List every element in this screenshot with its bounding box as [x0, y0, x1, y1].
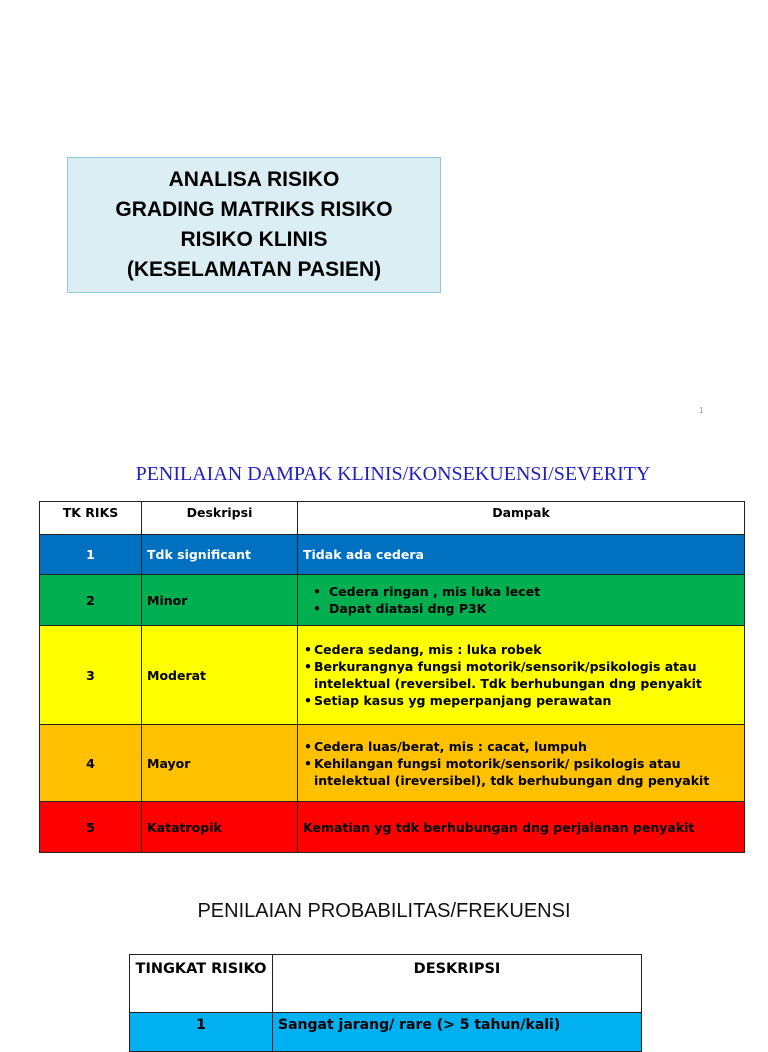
header-tingkat-risiko: TINGKAT RISIKO	[130, 955, 273, 1013]
severity-row-4	[40, 725, 745, 802]
title-box	[67, 157, 441, 293]
severity-level: 2	[40, 575, 142, 626]
impact-item: • Kehilangan fungsi motorik/sensorik/ psikologis atau intelektual (ireversibel), tdk berhubungan dng penyakit	[303, 755, 739, 789]
severity-table	[39, 501, 745, 853]
impact-item: • Cedera luas/berat, mis : cacat, lumpuh	[303, 738, 739, 755]
impact-item: • Setiap kasus yg meperpanjang perawatan	[303, 692, 739, 709]
impact-item: • Dapat diatasi dng P3K	[303, 600, 739, 617]
header-deskripsi: DESKRIPSI	[273, 955, 642, 1013]
severity-level: 3	[40, 626, 142, 725]
severity-row-3	[40, 626, 745, 725]
severity-row-1	[40, 535, 745, 575]
impact-item: • Cedera sedang, mis : luka robek	[303, 641, 739, 658]
title-line: RISIKO KLINIS	[180, 228, 328, 251]
severity-impact	[298, 626, 745, 725]
severity-desc: Mayor	[142, 725, 298, 802]
probability-table	[129, 954, 642, 1052]
severity-impact	[298, 575, 745, 626]
title-line: (KESELAMATAN PASIEN)	[126, 258, 382, 281]
probability-desc: Sangat jarang/ rare (> 5 tahun/kali)	[273, 1013, 642, 1052]
severity-row-2	[40, 575, 745, 626]
severity-level: 5	[40, 802, 142, 853]
title-line: ANALISA RISIKO	[168, 168, 340, 191]
severity-desc: Minor	[142, 575, 298, 626]
page-number: 1	[699, 406, 704, 415]
severity-desc: Tdk significant	[142, 535, 298, 575]
severity-impact: Tidak ada cedera	[298, 535, 745, 575]
header-dampak: Dampak	[298, 502, 745, 535]
header-deskripsi: Deskripsi	[142, 502, 298, 535]
severity-level: 1	[40, 535, 142, 575]
probability-row-1	[130, 1013, 642, 1052]
title-line: GRADING MATRIKS RISIKO	[115, 198, 393, 221]
probability-title: PENILAIAN PROBABILITAS/FREKUENSI	[197, 900, 571, 922]
probability-header-row	[130, 955, 642, 1013]
severity-level: 4	[40, 725, 142, 802]
severity-impact	[298, 725, 745, 802]
severity-desc: Moderat	[142, 626, 298, 725]
probability-level: 1	[130, 1013, 273, 1052]
severity-row-5	[40, 802, 745, 853]
severity-desc: Katatropik	[142, 802, 298, 853]
severity-header-row	[40, 502, 745, 535]
impact-item: • Berkurangnya fungsi motorik/sensorik/psikologis atau intelektual (reversibel. Tdk berhubungan dng penyakit	[303, 658, 739, 692]
impact-item: • Cedera ringan , mis luka lecet	[303, 583, 739, 600]
severity-impact: Kematian yg tdk berhubungan dng perjalanan penyakit	[298, 802, 745, 853]
header-tk-riks: TK RIKS	[40, 502, 142, 535]
severity-title: PENILAIAN DAMPAK KLINIS/KONSEKUENSI/SEVERITY	[135, 463, 651, 485]
